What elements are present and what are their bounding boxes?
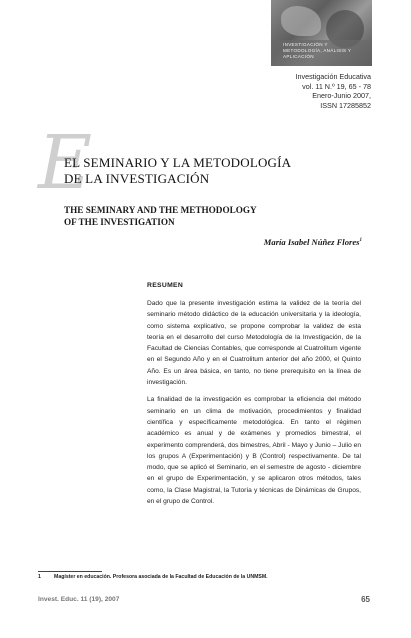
footnote-number: 1 xyxy=(38,574,41,580)
journal-volume: vol. 11 N.º 19, 65 - 78 xyxy=(302,81,371,91)
author-name: María Isabel Núñez Flores xyxy=(263,237,360,247)
photo-shape xyxy=(281,6,321,36)
article-title-en xyxy=(64,205,364,228)
title-en-line: OF THE INVESTIGATION xyxy=(64,216,175,227)
abstract-paragraph: Dado que la presente investigación estima la validez de la teoría del seminario método didáctico de la educación universitaria y la ideología, como sistema explicativo, se propone comprobar la validez de esta teoría en el desarrollo del curso Metodología de la Investigación, de la Facultad de Ciencias Contables, que corresponde al Cuatrolitum vigente en el Segundo Año y en el Cuatrolitum anterior del año 2000, el Quinto Año. Es un área básica, en tanto, no tiene prerequisito en la línea de investigación. xyxy=(147,300,361,387)
journal-meta xyxy=(231,72,371,110)
header-photo xyxy=(271,0,372,66)
footnote-text: Magíster en educación. Profesora asociada de la Facultad de Educación de la UNMSM. xyxy=(54,574,268,580)
footnote xyxy=(38,574,368,581)
journal-date: Enero-Junio 2007, xyxy=(312,91,371,101)
footnote-rule xyxy=(38,571,102,572)
abstract-heading: RESUMEN xyxy=(147,282,184,289)
title-en-line: THE SEMINARY AND THE METHODOLOGY xyxy=(64,205,257,215)
author-footnote-mark: 1 xyxy=(359,238,362,244)
title-es-line: EL SEMINARIO Y LA METODOLOGÍA xyxy=(64,155,292,170)
journal-name: Investigación Educativa xyxy=(295,72,371,81)
journal-issn: ISSN 17285852 xyxy=(320,100,371,110)
article-title-es xyxy=(64,155,364,186)
photo-caption: INVESTIGACIÓN Y METODOLOGÍA, ANÁLISIS Y APLICACIÓN xyxy=(283,42,352,59)
abstract-body xyxy=(147,298,361,513)
author xyxy=(264,237,362,247)
page-number: 65 xyxy=(361,595,370,604)
abstract-paragraph: La finalidad de la investigación es comprobar la eficiencia del método seminario en un clima de motivación, procedimientos y finalidad científica y específicamente metodológica. En tanto el régimen académico es anual y de exámenes y promedios bimestral, el experimento comprenderá, dos bimestres, Abril - Mayo y Junio – Julio en los grupos A (Experimentación) y B (Control) respectivamente. De tal modo, que se aplicó el Seminario, en el semestre de agosto - diciembre en el grupo de Experimentación, y se aplicaron otros métodos, tales como, la Clase Magistral, la Tutoría y técnicas de Dinámicas de Grupos, en el grupo de Control. xyxy=(147,396,361,506)
drop-letter: E xyxy=(38,120,93,206)
title-es-line: DE LA INVESTIGACIÓN xyxy=(64,170,210,186)
footer-citation: Invest. Educ. 11 (19), 2007 xyxy=(38,596,120,603)
